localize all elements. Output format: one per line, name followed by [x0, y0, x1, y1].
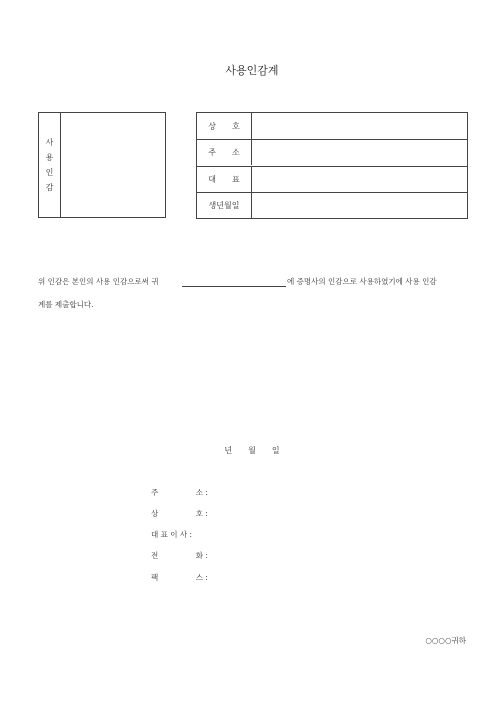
info-row-company-name	[197, 113, 467, 139]
info-value-address	[252, 140, 467, 165]
signature-ceo-label: 대 표 이 사 :	[151, 530, 193, 539]
seal-label-char-2: 용	[45, 153, 54, 162]
statement-line2: 계를 제출합니다.	[38, 300, 94, 309]
seal-label-char-4: 감	[45, 183, 54, 192]
info-value-representative	[252, 167, 467, 192]
info-value-birthdate	[252, 193, 467, 218]
company-info-table	[196, 112, 468, 219]
statement-line1-after: 에 증명사의 인감으로 사용하였기에 사용 인감	[287, 277, 437, 286]
document-title: 사용인감계	[225, 64, 279, 77]
statement-line1-before: 위 인감은 본인의 사용 인감으로써 귀	[38, 277, 159, 286]
signature-address-label: 주 소 :	[151, 488, 208, 497]
recipient-blank-line	[182, 286, 286, 287]
info-row-address	[197, 139, 467, 165]
seal-label	[39, 113, 61, 217]
info-label-address: 주 소	[197, 140, 252, 165]
info-row-representative	[197, 166, 467, 192]
seal-label-char-1: 사	[45, 138, 54, 147]
signature-company-label: 상 호 :	[151, 509, 208, 518]
info-label-representative: 대 표	[197, 167, 252, 192]
addressee: ○○○○귀하	[425, 636, 466, 645]
info-row-birthdate	[197, 192, 467, 218]
seal-label-char-3: 인	[45, 168, 54, 177]
info-label-birthdate: 생년월일	[197, 193, 252, 218]
info-value-company-name	[252, 113, 467, 139]
signature-fax-label: 팩 스 :	[151, 573, 208, 582]
signature-phone-label: 전 화 :	[151, 551, 208, 560]
seal-impression-area	[61, 113, 165, 217]
date-line: 년 월 일	[224, 446, 280, 455]
seal-box	[38, 112, 166, 218]
info-label-company-name: 상 호	[197, 113, 252, 139]
